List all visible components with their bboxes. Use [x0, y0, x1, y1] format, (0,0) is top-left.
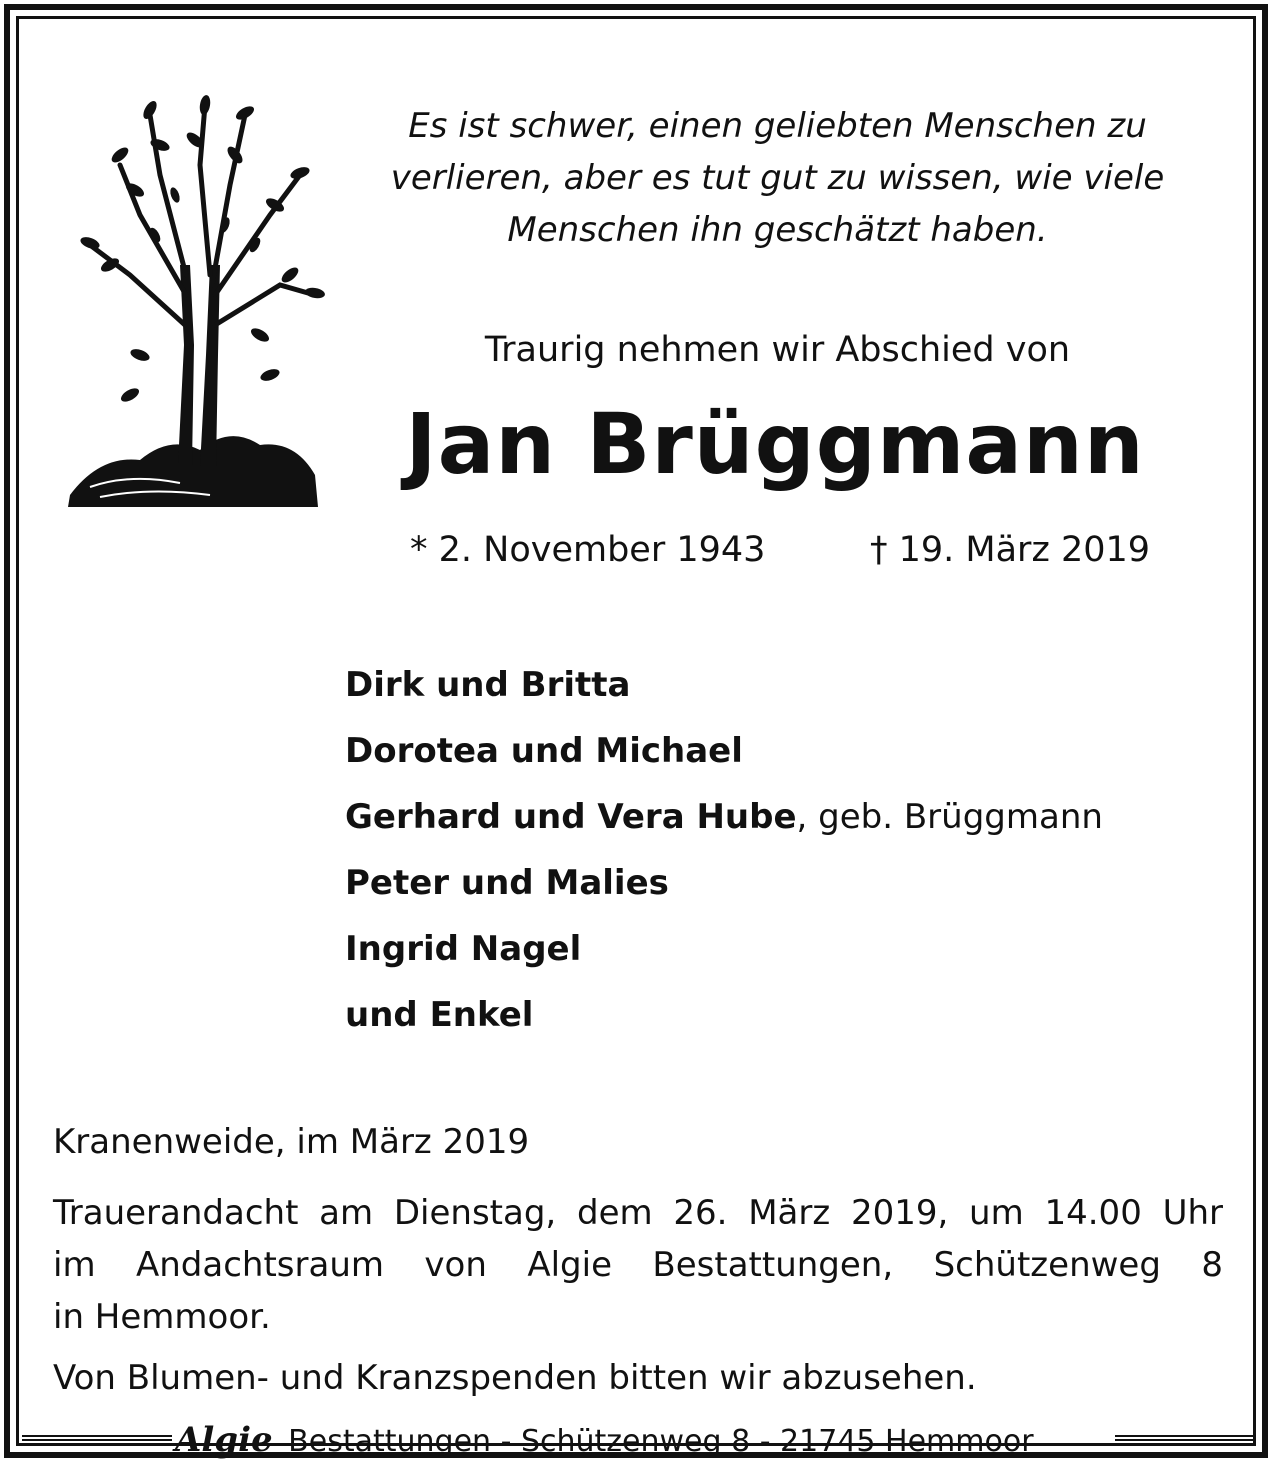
birth-date: * 2. November 1943 — [410, 530, 766, 570]
mourner-row — [345, 792, 1103, 858]
mourner-row — [345, 990, 1103, 1056]
mourner-names: Peter und Malies — [345, 863, 669, 903]
place-date: Kranenweide, im März 2019 — [53, 1122, 530, 1162]
mourner-names: Ingrid Nagel — [345, 929, 582, 969]
service-line: im Andachtsraum von Algie Bestattungen, Schützenweg 8 — [53, 1245, 1223, 1285]
mourner-row — [345, 924, 1103, 990]
mourners-list — [345, 660, 1103, 1056]
funeral-home-logo: Algie — [175, 1420, 273, 1460]
footer — [0, 1420, 1280, 1460]
mourner-suffix: , geb. Brüggmann — [796, 797, 1103, 837]
mourner-row — [345, 660, 1103, 726]
tree-icon — [60, 95, 325, 515]
quote — [360, 100, 1195, 256]
quote-line: Menschen ihn geschätzt haben. — [507, 210, 1048, 250]
mourner-names: und Enkel — [345, 995, 534, 1035]
footer-rule-right — [1115, 1435, 1255, 1441]
service-line: in Hemmoor. — [53, 1297, 271, 1337]
footer-text-wrap — [175, 1420, 1034, 1460]
quote-line: verlieren, aber es tut gut zu wissen, wie viele — [390, 158, 1165, 198]
footer-rule-left — [22, 1435, 172, 1441]
death-date: † 19. März 2019 — [870, 530, 1151, 570]
service-info — [53, 1187, 1223, 1343]
mourner-row — [345, 858, 1103, 924]
deceased-name: Jan Brüggmann — [405, 395, 1145, 493]
mourner-names: Dirk und Britta — [345, 665, 631, 705]
footer-address: Bestattungen - Schützenweg 8 - 21745 Hemmoor — [288, 1424, 1034, 1459]
service-line: Trauerandacht am Dienstag, dem 26. März 2019, um 14.00 Uhr — [53, 1193, 1223, 1233]
mourner-names: Gerhard und Vera Hube — [345, 797, 797, 837]
quote-line: Es ist schwer, einen geliebten Menschen zu — [408, 106, 1147, 146]
flowers-note: Von Blumen- und Kranzspenden bitten wir abzusehen. — [53, 1358, 977, 1398]
mourner-names: Dorotea und Michael — [345, 731, 743, 771]
intro-text: Traurig nehmen wir Abschied von — [484, 330, 1071, 370]
mourner-row — [345, 726, 1103, 792]
